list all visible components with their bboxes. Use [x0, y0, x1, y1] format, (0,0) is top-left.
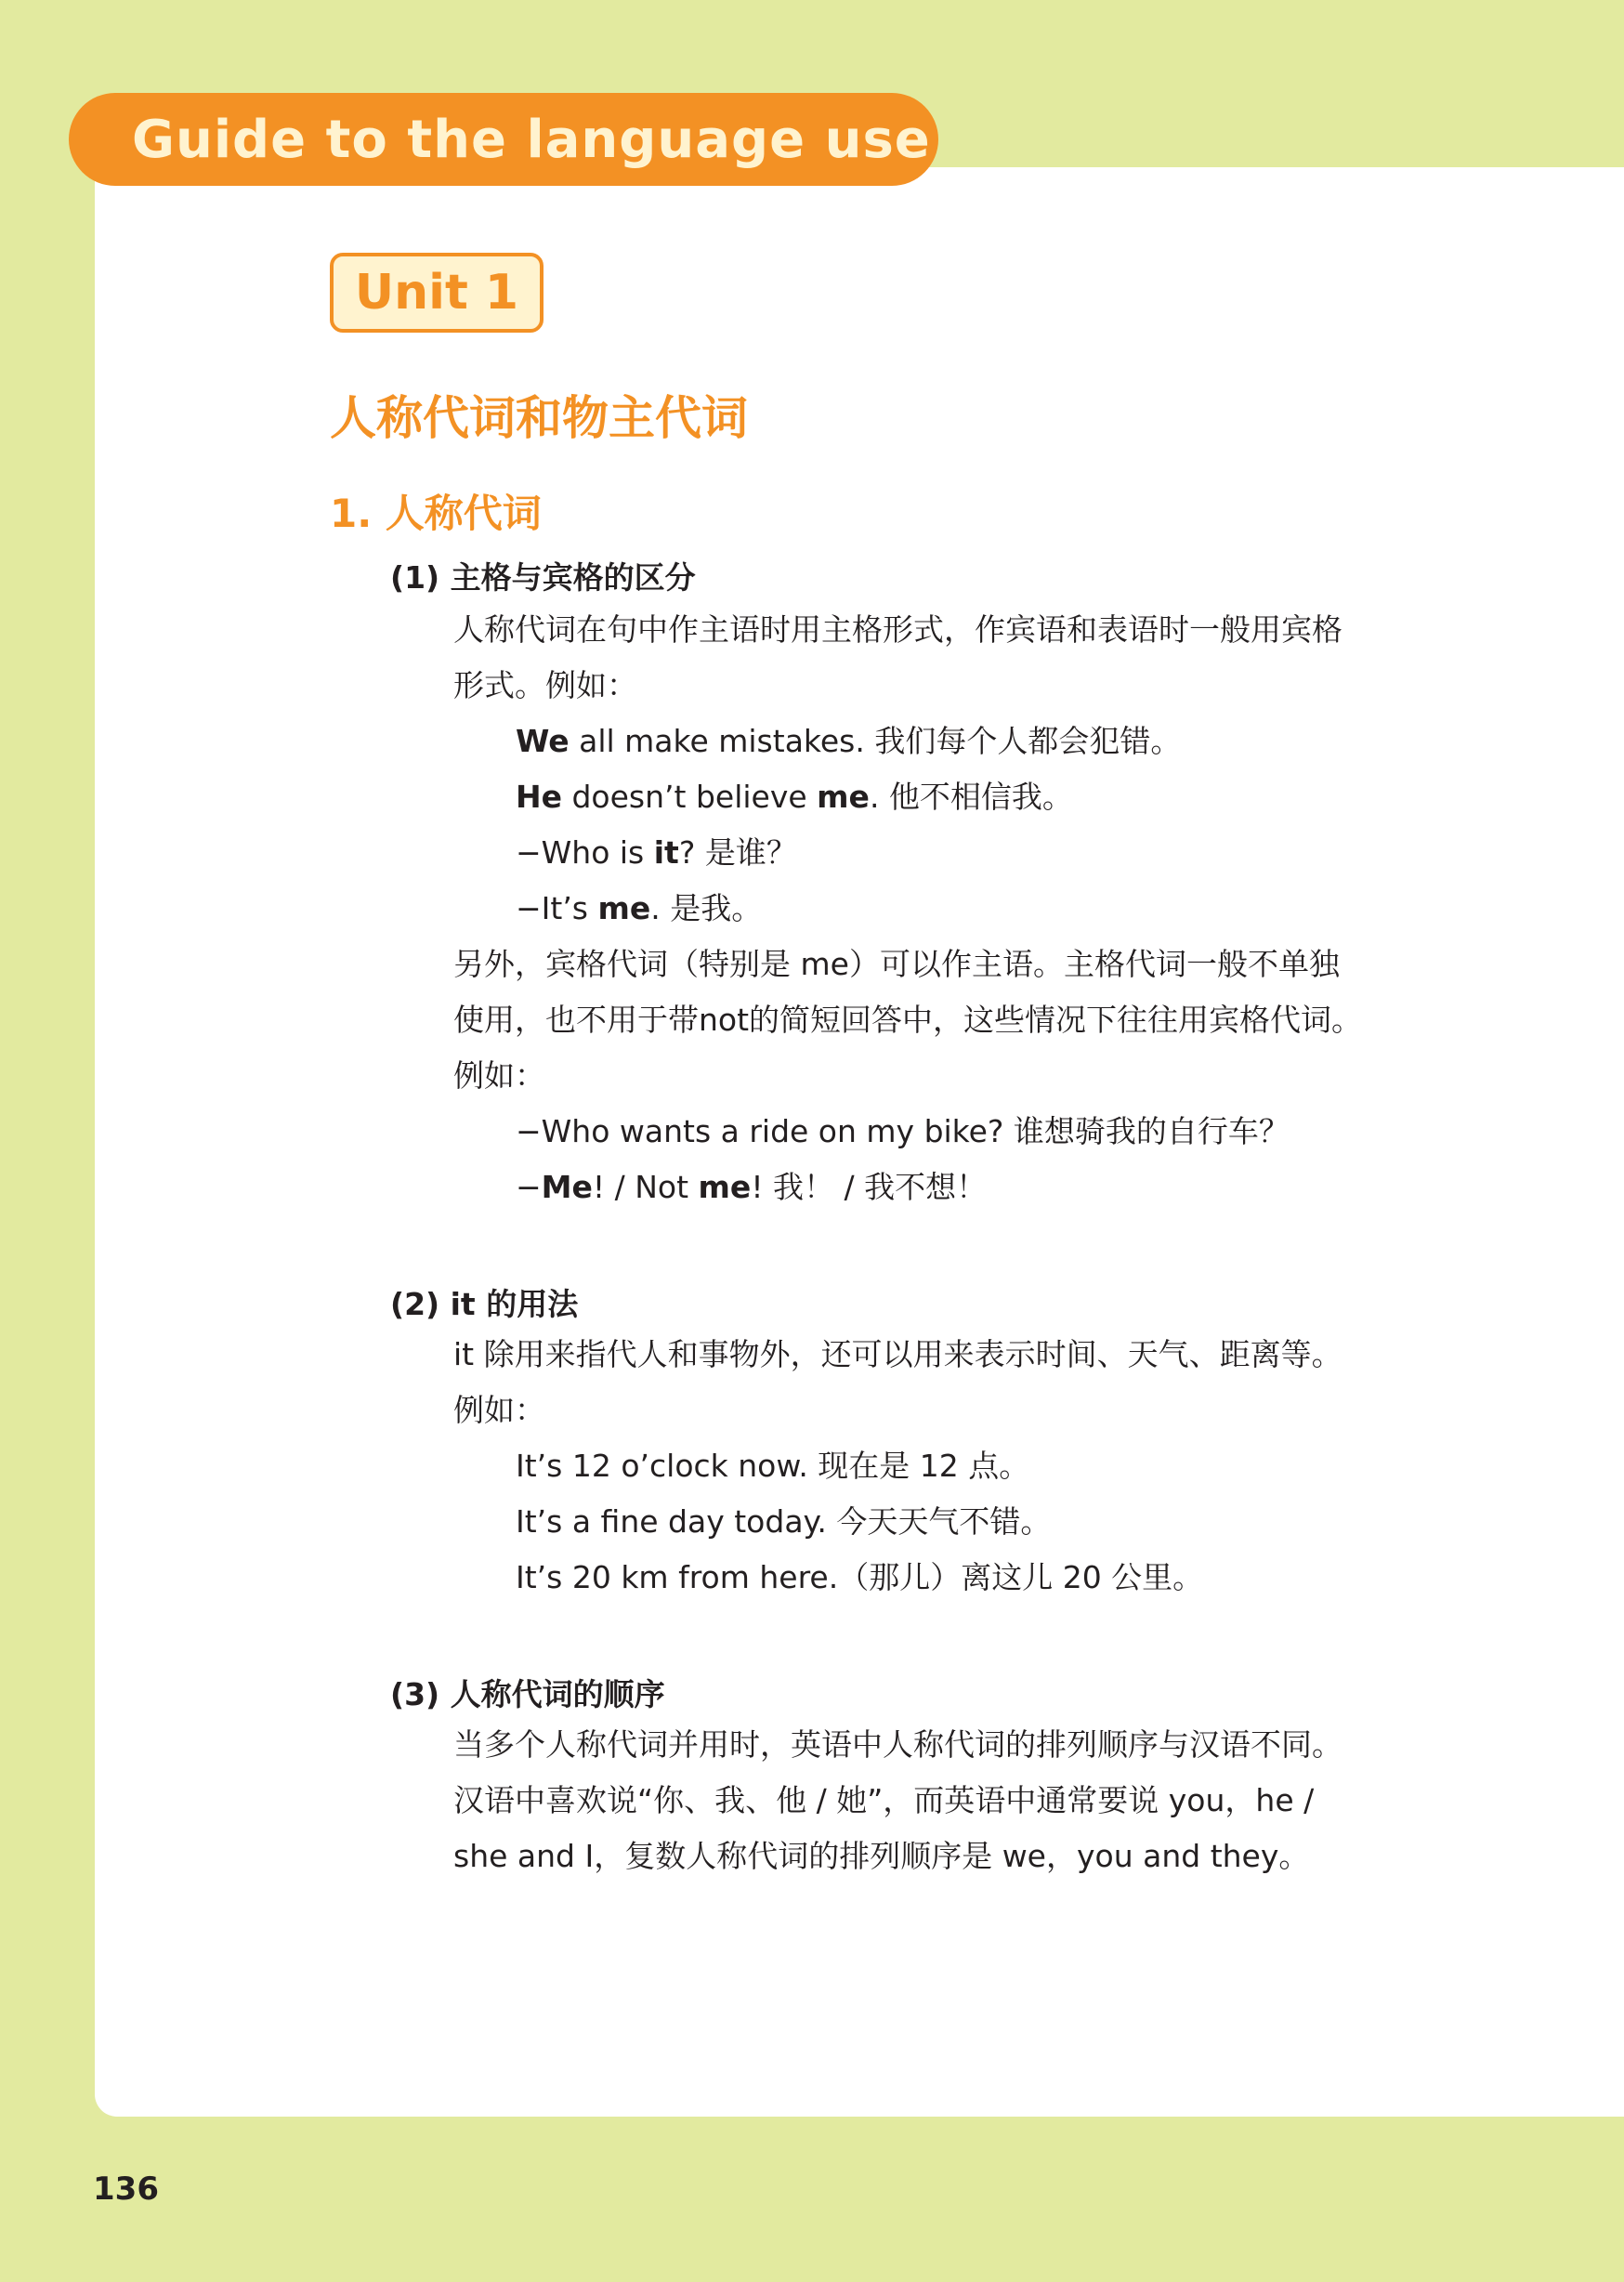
section-title: 人称代词和物主代词	[330, 391, 748, 445]
header-title: Guide to the language use	[132, 109, 931, 170]
part1-desc-5: 例如：	[453, 1057, 545, 1094]
part3-desc-2: 汉语中喜欢说“你、我、他 / 她”，而英语中通常要说 you，he /	[453, 1782, 1315, 1818]
example-sentence: It’s 20 km from here.（那儿）离这儿 20 公里。	[516, 1559, 1204, 1595]
example-sentence	[516, 834, 797, 872]
bold-pronoun: We	[516, 723, 570, 759]
part1-desc-2: 形式。例如：	[453, 667, 637, 703]
part3-heading: (3) 人称代词的顺序	[390, 1676, 665, 1712]
page-number: 136	[93, 2171, 159, 2208]
bold-pronoun: me	[597, 890, 651, 926]
header-tab	[69, 93, 938, 186]
part1-heading: (1) 主格与宾格的区分	[390, 559, 696, 596]
example-text: ! / Not	[592, 1169, 699, 1205]
example-sentence	[516, 1113, 1290, 1150]
bold-pronoun: me	[817, 779, 870, 815]
bold-pronoun: Me	[541, 1169, 593, 1205]
example-text: ! 我！ / 我不想！	[751, 1169, 988, 1205]
example-sentence	[516, 890, 762, 927]
part1-desc-1: 人称代词在句中作主语时用主格形式，作宾语和表语时一般用宾格	[453, 611, 1342, 648]
example-text: −Who is	[516, 834, 654, 871]
part2-desc-1: it 除用来指代人和事物外，还可以用来表示时间、天气、距离等。	[453, 1336, 1342, 1372]
sub-title: 1. 人称代词	[330, 491, 542, 536]
example-text: −Who wants a ride on my bike? 谁想骑我的自行车？	[516, 1113, 1290, 1149]
example-sentence: It’s 12 o’clock now. 现在是 12 点。	[516, 1448, 1030, 1484]
example-sentence	[516, 779, 1073, 816]
example-text: ? 是谁？	[678, 834, 797, 871]
example-text: −	[516, 1169, 542, 1205]
example-sentence	[516, 1169, 987, 1206]
part2-heading: (2) it 的用法	[390, 1286, 579, 1322]
part1-desc-4: 使用，也不用于带not的简短回答中，这些情况下往往用宾格代词。	[453, 1002, 1363, 1038]
part2-desc-2: 例如：	[453, 1392, 545, 1428]
example-text: . 是我。	[650, 890, 763, 926]
unit-badge	[330, 253, 544, 333]
part3-desc-3: she and I，复数人称代词的排列顺序是 we，you and they。	[453, 1838, 1310, 1874]
example-text: −It’s	[516, 890, 598, 926]
bold-pronoun: it	[653, 834, 679, 871]
example-text: doesn’t believe	[562, 779, 818, 815]
example-sentence	[516, 723, 1181, 760]
example-text: all make mistakes. 我们每个人都会犯错。	[569, 723, 1182, 759]
example-text: . 他不相信我。	[869, 779, 1073, 815]
bold-pronoun: He	[516, 779, 562, 815]
unit-label: Unit 1	[354, 265, 519, 321]
example-sentence: It’s a fine day today. 今天天气不错。	[516, 1503, 1052, 1540]
bold-pronoun: me	[698, 1169, 752, 1205]
part3-desc-1: 当多个人称代词并用时，英语中人称代词的排列顺序与汉语不同。	[453, 1726, 1342, 1763]
part1-desc-3: 另外，宾格代词（特别是 me）可以作主语。主格代词一般不单独	[453, 946, 1340, 982]
